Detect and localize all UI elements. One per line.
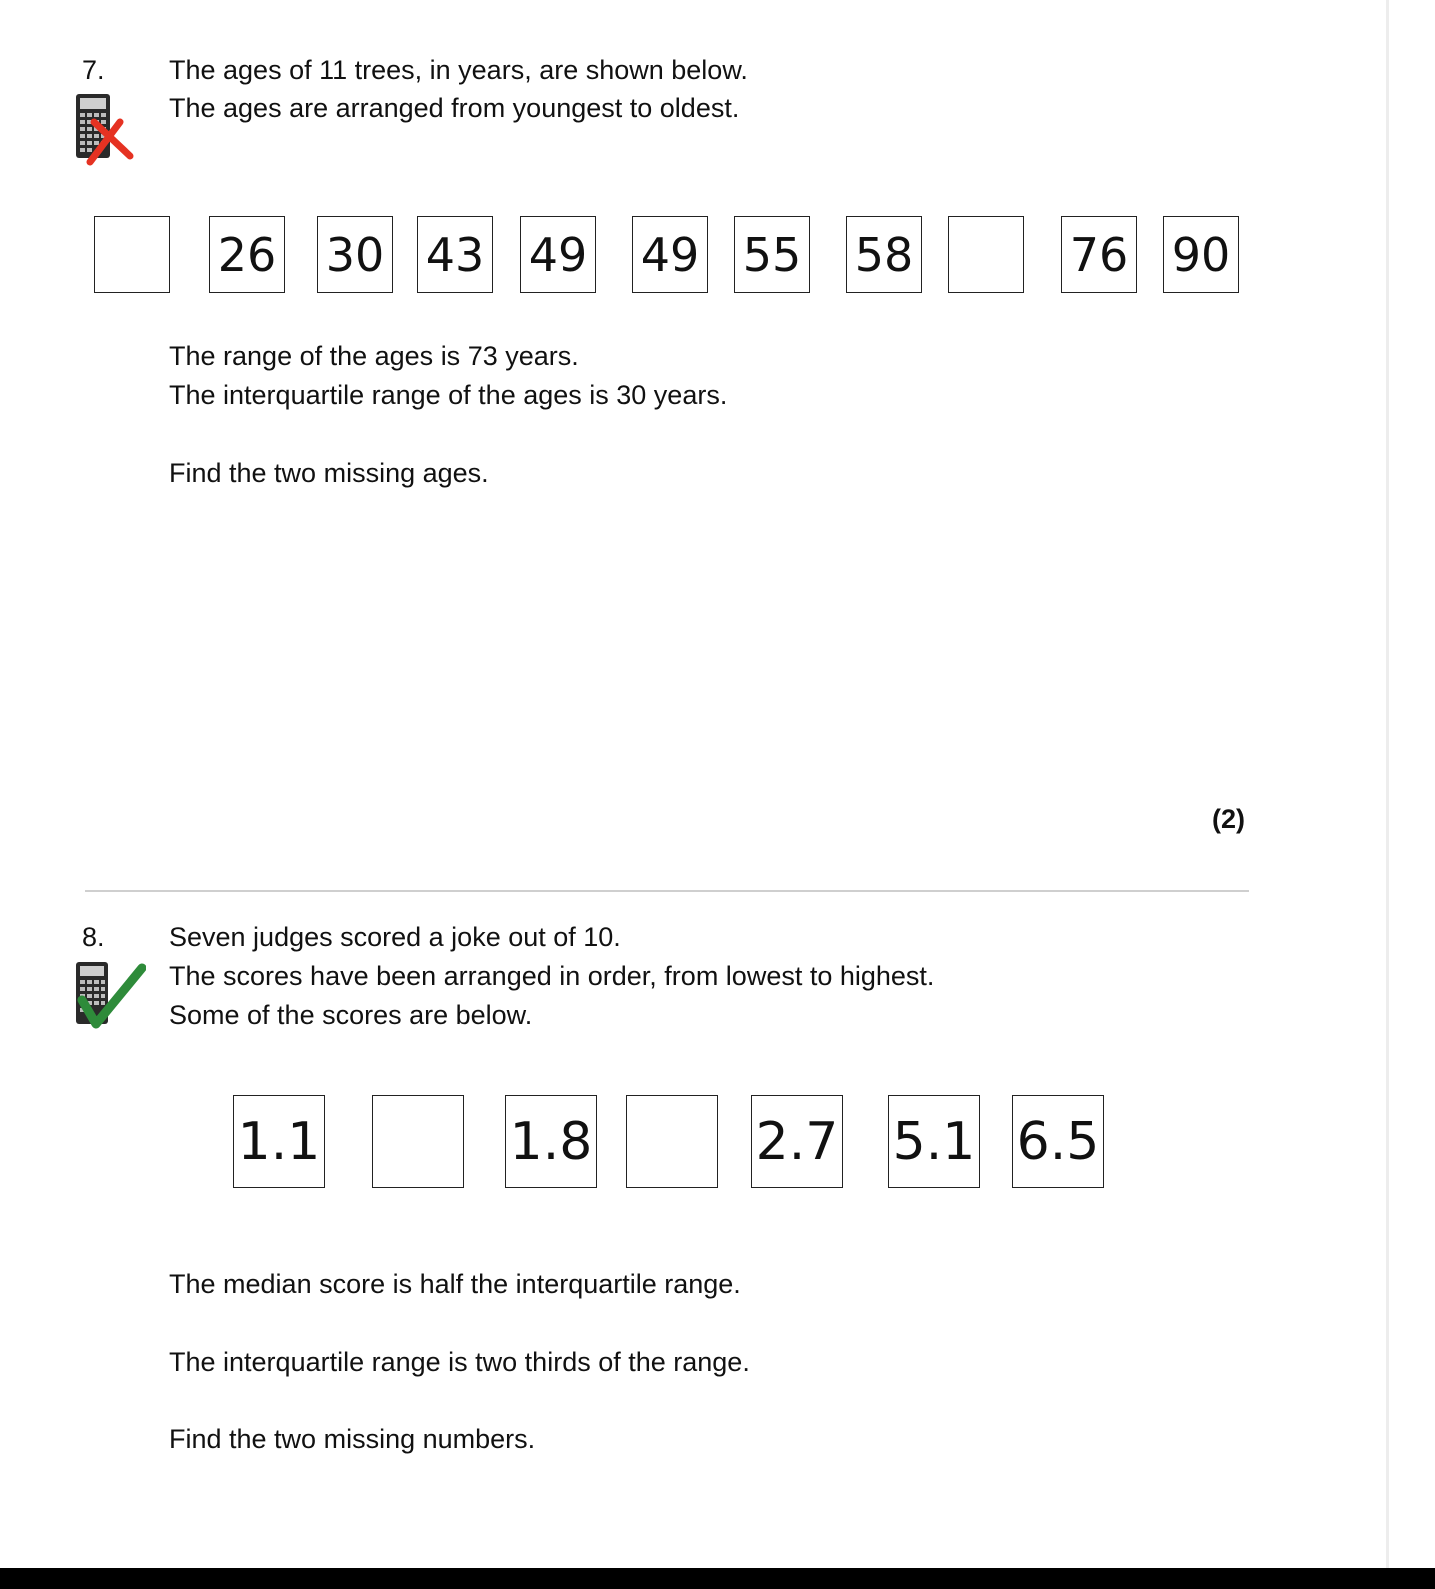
q7-value-box: 49 bbox=[520, 216, 596, 293]
q7-line-2: The ages are arranged from youngest to oldest. bbox=[169, 93, 740, 123]
question-divider bbox=[85, 890, 1249, 892]
q7-info-range: The range of the ages is 73 years. bbox=[169, 341, 579, 371]
q7-value-box: 76 bbox=[1061, 216, 1137, 293]
q8-task: Find the two missing numbers. bbox=[169, 1424, 536, 1454]
q7-value-box: 43 bbox=[417, 216, 493, 293]
q7-value-box: 30 bbox=[317, 216, 393, 293]
calculator-allowed-icon bbox=[74, 960, 146, 1032]
q8-value-box: 5.1 bbox=[888, 1095, 980, 1188]
q7-value-box: 55 bbox=[734, 216, 810, 293]
q7-value-box bbox=[94, 216, 170, 293]
q7-number: 7. bbox=[82, 55, 105, 85]
q8-value-box: 6.5 bbox=[1012, 1095, 1104, 1188]
q7-info-iqr: The interquartile range of the ages is 30 years. bbox=[169, 380, 728, 410]
q7-value-box: 58 bbox=[846, 216, 922, 293]
q7-marks: (2) bbox=[1212, 804, 1245, 834]
page-edge bbox=[1386, 0, 1389, 1568]
q8-value-box bbox=[626, 1095, 718, 1188]
q7-line-1: The ages of 11 trees, in years, are shown below. bbox=[169, 55, 748, 85]
q8-value-box: 2.7 bbox=[751, 1095, 843, 1188]
q8-value-box: 1.8 bbox=[505, 1095, 597, 1188]
calculator-not-allowed-icon bbox=[72, 92, 138, 166]
q8-line-2: The scores have been arranged in order, from lowest to highest. bbox=[169, 961, 935, 991]
q7-value-box bbox=[948, 216, 1024, 293]
q8-info-iqr: The interquartile range is two thirds of the range. bbox=[169, 1347, 750, 1377]
q7-value-box: 26 bbox=[209, 216, 285, 293]
q8-line-1: Seven judges scored a joke out of 10. bbox=[169, 922, 621, 952]
q7-task: Find the two missing ages. bbox=[169, 458, 489, 488]
q8-value-box: 1.1 bbox=[233, 1095, 325, 1188]
q8-number: 8. bbox=[82, 922, 105, 952]
q8-info-median: The median score is half the interquartile range. bbox=[169, 1269, 741, 1299]
q8-line-3: Some of the scores are below. bbox=[169, 1000, 533, 1030]
viewer-bottom-bar bbox=[0, 1568, 1435, 1589]
q7-value-box: 49 bbox=[632, 216, 708, 293]
q7-value-box: 90 bbox=[1163, 216, 1239, 293]
q8-value-box bbox=[372, 1095, 464, 1188]
